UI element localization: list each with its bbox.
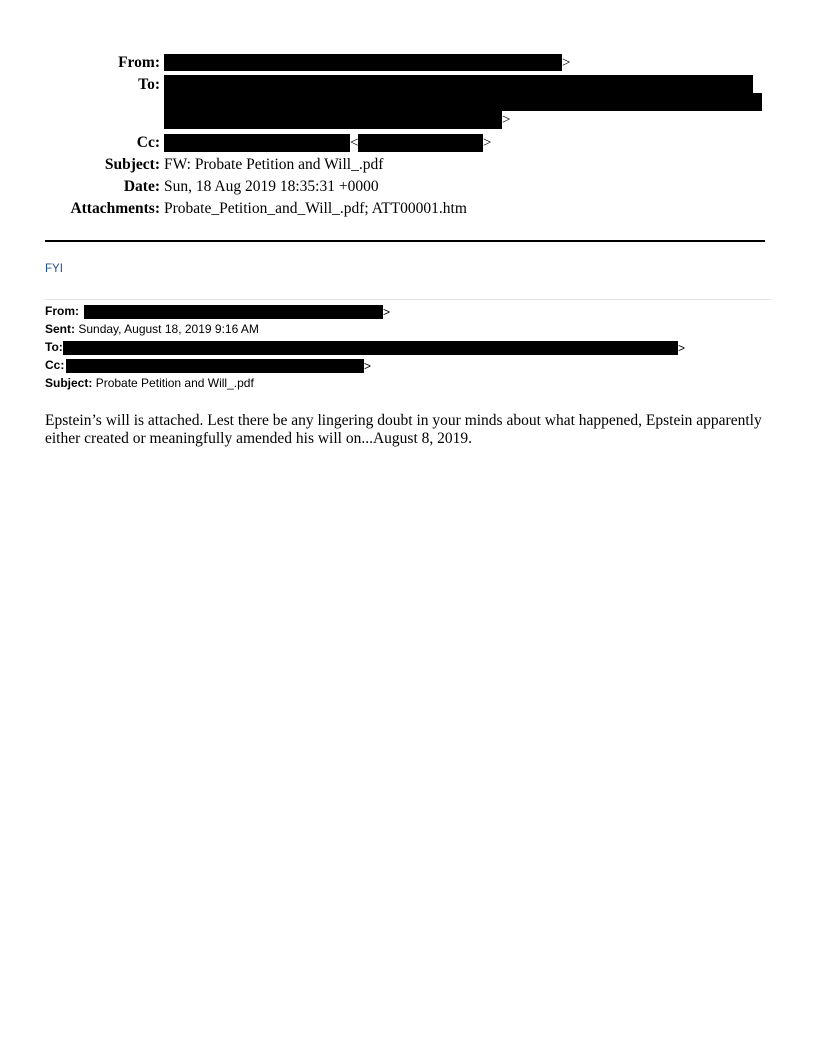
header-divider [45,240,765,242]
fwd-cc-label: Cc: [45,358,65,372]
fwd-subject-row [45,376,254,391]
angle-bracket: > [483,135,492,151]
angle-bracket: > [383,305,391,319]
attachments-value: Probate_Petition_and_Will_.pdf; ATT00001.htm [164,200,467,217]
header-date-row [0,178,816,200]
redaction-block [63,341,678,355]
fyi-text: FYI [45,263,63,275]
to-label: To: [138,76,160,93]
angle-bracket: > [502,112,511,128]
fwd-cc-row [45,358,64,373]
cc-label: Cc: [136,134,160,151]
fwd-subject-label: Subject: [45,376,93,390]
fwd-from-row [45,304,79,319]
fwd-to-label: To: [45,340,63,354]
angle-bracket: > [364,359,372,373]
header-attachments-row [0,200,816,222]
fwd-to-row [45,340,63,355]
angle-bracket: > [678,341,686,355]
subject-value: FW: Probate Petition and Will_.pdf [164,156,384,173]
redaction-block [164,134,350,152]
fwd-sent-row [45,322,259,337]
header-to-row [0,76,816,136]
from-label: From: [118,54,160,71]
date-value: Sun, 18 Aug 2019 18:35:31 +0000 [164,178,379,195]
redaction-block [66,359,364,373]
redaction-block [84,305,383,319]
message-body: Epstein’s will is attached. Lest there be any lingering doubt in your minds about what happened, Epstein apparently either created or meaningfully amended his will on...August 8, 2019. [45,412,762,447]
date-label: Date: [123,178,160,195]
fwd-sent-value: Sunday, August 18, 2019 9:16 AM [78,322,259,336]
fwd-sent-label: Sent: [45,322,75,336]
header-from-row [0,54,816,76]
redaction-block [164,93,762,111]
redaction-block [164,111,502,129]
angle-bracket-open: < [350,135,359,151]
header-cc-row [0,134,816,156]
fwd-from-label: From: [45,304,79,318]
angle-bracket: > [562,55,571,71]
subject-label: Subject: [104,156,160,173]
redaction-block [164,54,562,71]
fwd-subject-value: Probate Petition and Will_.pdf [95,376,254,390]
attachments-label: Attachments: [70,200,160,217]
redaction-block [164,75,753,93]
redaction-block [358,134,483,152]
forward-divider [45,299,771,300]
header-subject-row [0,156,816,178]
